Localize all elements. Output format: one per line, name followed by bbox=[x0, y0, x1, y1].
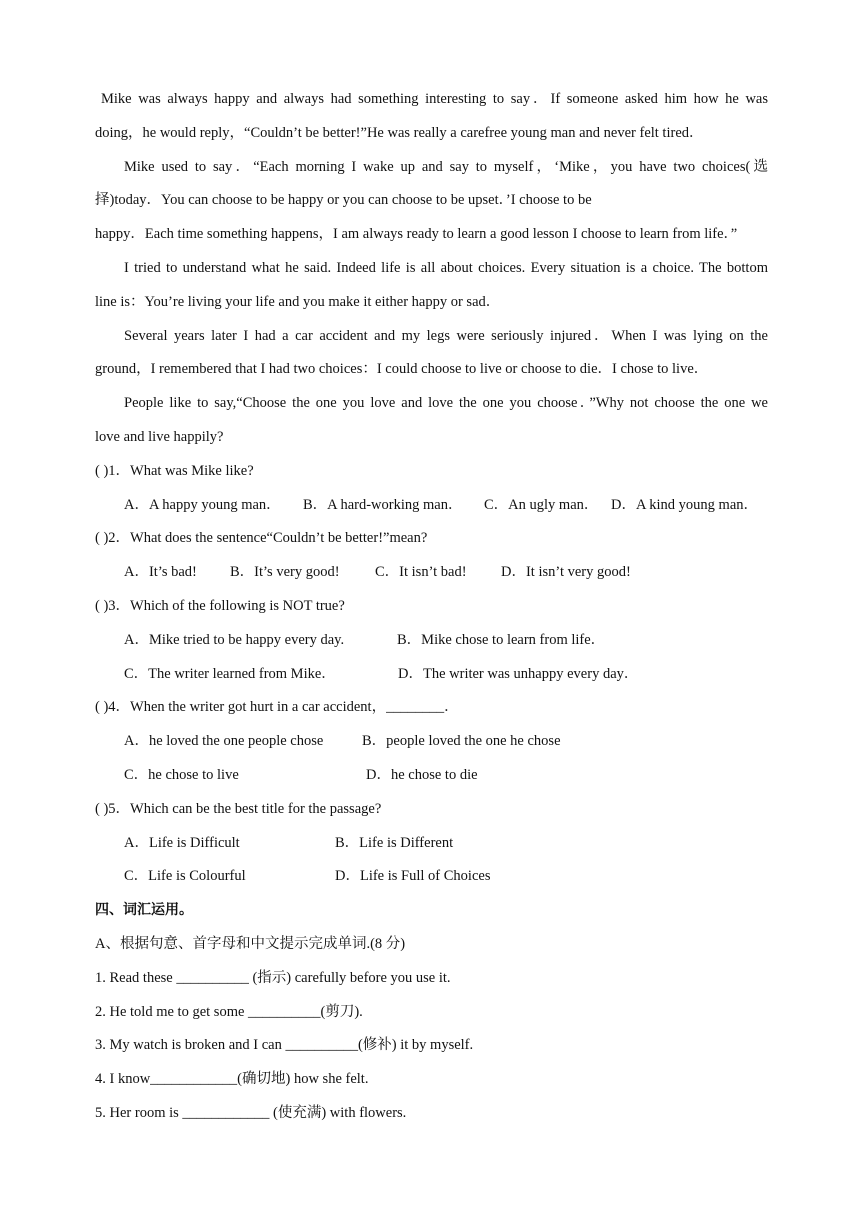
vocab-item: 4. I know____________(确切地) how she felt. bbox=[95, 1071, 369, 1088]
passage-line: People like to say,“Choose the one you love and love the one you choose．”Why not choose the one we bbox=[124, 395, 768, 412]
option-a: A．Life is Difficult bbox=[124, 834, 240, 851]
passage-line: love and live happily? bbox=[95, 428, 224, 445]
question-list bbox=[95, 455, 768, 894]
option-a: A．A happy young man． bbox=[124, 496, 281, 513]
option-a: A．Mike tried to be happy every day. bbox=[124, 631, 345, 648]
question-options bbox=[95, 827, 768, 861]
option-b: B．A hard-working man． bbox=[303, 496, 463, 513]
option-d: D．A kind young man． bbox=[611, 496, 759, 513]
question-options bbox=[95, 658, 768, 692]
option-d: D．Life is Full of Choices bbox=[335, 868, 491, 885]
passage bbox=[95, 83, 768, 455]
option-c: C．The writer learned from Mike． bbox=[124, 665, 336, 682]
passage-line: Several years later I had a car accident and my legs were seriously injured．When I was lying on the bbox=[124, 327, 768, 344]
passage-line: Mike used to say．“Each morning I wake up and say to myself，‘Mike，you have two choices(选 bbox=[124, 158, 768, 175]
vocab-item: 2. He told me to get some __________(剪刀). bbox=[95, 1003, 363, 1020]
passage-line: doing，he would reply，“Couldn’t be better!”He was really a carefree young man and never felt tired． bbox=[95, 124, 704, 141]
option-a: A．he loved the one people chose bbox=[124, 733, 324, 750]
passage-line: happy．Each time something happens，I am always ready to learn a good lesson I choose to learn from life．” bbox=[95, 226, 738, 243]
question-stem: ( )4．When the writer got hurt in a car accident，________． bbox=[95, 699, 459, 716]
vocabulary-section bbox=[95, 894, 768, 1131]
option-d: D．he chose to die bbox=[366, 766, 478, 783]
vocab-item: 1. Read these __________ (指示) carefully before you use it. bbox=[95, 969, 451, 986]
passage-line: I tried to understand what he said. Indeed life is all about choices. Every situation is a choice. The bottom bbox=[124, 259, 768, 276]
option-b: B．people loved the one he chose bbox=[362, 733, 561, 750]
worksheet-content bbox=[95, 83, 768, 1131]
option-b: B．It’s very good! bbox=[230, 564, 340, 581]
option-c: C．It isn’t bad! bbox=[375, 564, 467, 581]
vocab-item: 3. My watch is broken and I can __________(修补) it by myself. bbox=[95, 1037, 474, 1054]
question-stem: ( )3．Which of the following is NOT true? bbox=[95, 597, 345, 614]
passage-line: 择)today．You can choose to be happy or you can choose to be upset．’I choose to be bbox=[95, 192, 592, 209]
option-c: C．he chose to live bbox=[124, 766, 239, 783]
question-options bbox=[95, 860, 768, 894]
section-heading: 四、词汇运用。 bbox=[95, 902, 193, 919]
passage-line: line is：You’re living your life and you make it either happy or sad． bbox=[95, 293, 501, 310]
vocab-item: 5. Her room is ____________ (使充满) with flowers. bbox=[95, 1104, 407, 1121]
question-options bbox=[95, 759, 768, 793]
question-options bbox=[95, 556, 768, 590]
passage-line: Mike was always happy and always had something interesting to say．If someone asked him how he was bbox=[101, 91, 768, 107]
option-d: D．It isn’t very good! bbox=[501, 564, 631, 581]
option-b: B．Mike chose to learn from life． bbox=[397, 631, 606, 648]
option-d: D．The writer was unhappy every day． bbox=[398, 665, 639, 682]
option-a: A．It’s bad! bbox=[124, 564, 197, 581]
option-c: C．An ugly man． bbox=[484, 496, 599, 513]
option-b: B．Life is Different bbox=[335, 834, 454, 851]
question-options bbox=[95, 725, 768, 759]
question-stem: ( )5．Which can be the best title for the passage? bbox=[95, 800, 382, 817]
passage-line: ground，I remembered that I had two choices：I could choose to live or choose to die．I chose to live． bbox=[95, 361, 709, 378]
question-stem: ( )1．What was Mike like? bbox=[95, 462, 254, 479]
section-subheading: A、根据句意、首字母和中文提示完成单词.(8 分) bbox=[95, 935, 406, 952]
question-options bbox=[95, 489, 768, 523]
question-stem: ( )2．What does the sentence“Couldn’t be better!”mean? bbox=[95, 530, 428, 547]
option-c: C．Life is Colourful bbox=[124, 868, 246, 885]
question-options bbox=[95, 624, 768, 658]
